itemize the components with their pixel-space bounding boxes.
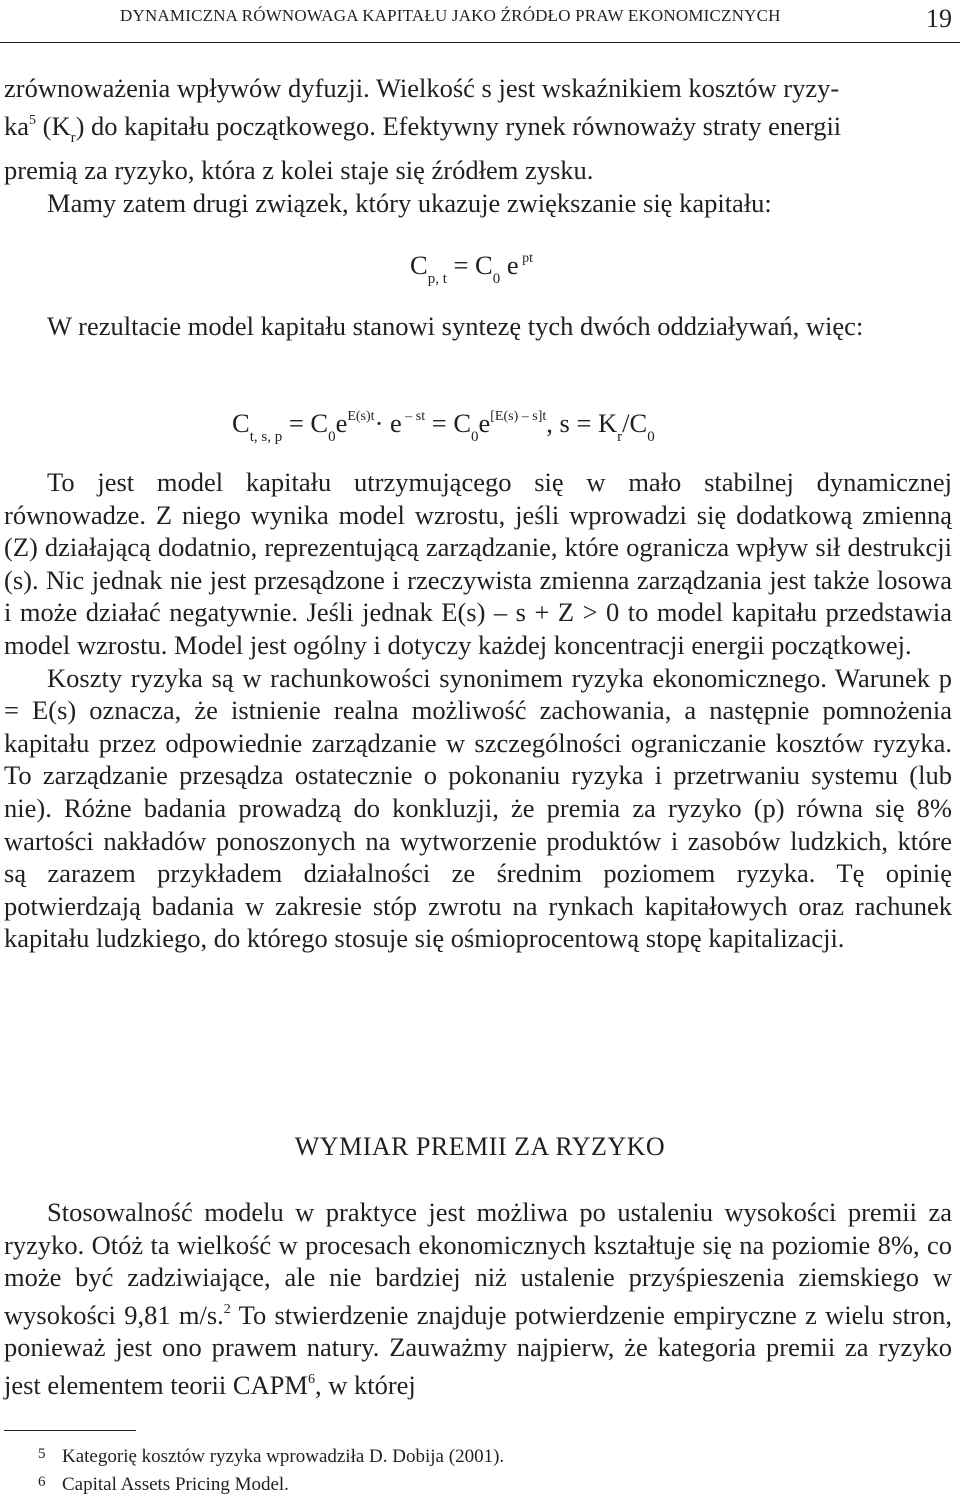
- f2-sub3: 0: [471, 429, 479, 445]
- running-title: DYNAMICZNA RÓWNOWAGA KAPITAŁU JAKO ŹRÓDŁO PRAW EKONOMICZNYCH: [120, 6, 781, 25]
- footnote-mark: 6: [38, 1474, 46, 1490]
- footnote-ref-2: 2: [223, 1301, 231, 1317]
- f2-sub4: r: [617, 429, 623, 445]
- para1-line2-a: ka: [4, 110, 30, 141]
- f2-sup3: [E(s) – s]t: [490, 409, 547, 424]
- paragraph-1: [4, 72, 952, 219]
- footnote-text: Capital Assets Pricing Model.: [62, 1474, 289, 1495]
- para1-line2-c: ) do kapitału początkowego. Efektywny rynek równoważy straty energii: [75, 110, 842, 141]
- f2-dot: · e: [374, 408, 402, 438]
- header-rule: [0, 42, 960, 43]
- paragraph-6-wrap: [4, 1196, 952, 1402]
- f2-c: C: [232, 408, 250, 438]
- f1-sup: pt: [518, 251, 534, 266]
- footnote-mark: 5: [38, 1446, 46, 1462]
- para1-line2-b: (K: [36, 110, 71, 141]
- f2-slash: /C: [622, 408, 648, 438]
- f1-c: C: [410, 250, 428, 280]
- subscript-r: r: [70, 129, 76, 146]
- paragraph-6: [4, 1196, 952, 1402]
- footnote-ref-5: 5: [29, 112, 37, 128]
- formula-capital-growth: [410, 250, 533, 288]
- f2-e1: e: [335, 408, 348, 438]
- para1-line1: zrównoważenia wpływów dyfuzji. Wielkość s jest wskaźnikiem kosztów ryzy-: [4, 73, 840, 103]
- f2-sub5: 0: [647, 429, 655, 445]
- f1-eq: = C: [446, 250, 493, 280]
- f1-sub0: 0: [492, 271, 501, 287]
- f2-eq2: = C: [425, 408, 471, 438]
- page-header: [0, 0, 960, 44]
- formula-capital-model: [232, 408, 655, 446]
- body-block: [4, 466, 952, 955]
- footnote-ref-6: 6: [307, 1371, 315, 1387]
- footnote-6: [38, 1470, 289, 1497]
- paragraph-3-wrap: [4, 310, 952, 343]
- f1-sub: p, t: [427, 271, 447, 287]
- f1-e: e: [500, 250, 519, 280]
- para6-b: To stwierdzenie znajduje potwierdzenie empiryczne z wielu stron, ponieważ jest ono prawem natury. Zauważmy najpierw, że kategoria premii za ryzyko jest elementem teorii CAPM: [4, 1299, 952, 1400]
- f2-sub2: 0: [328, 429, 336, 445]
- section-heading: WYMIAR PREMII ZA RYZYKO: [294, 1132, 666, 1161]
- para6-a: Stosowalność modelu w praktyce jest możliwa po ustaleniu wysokości premii za ryzyko. Otóż ta wielkość w procesach ekonomicznych kształtuje się na poziomie 8%, co może być zadziwiające, ale nie bardziej niż ustalenie przyśpieszenia ziemskiego w wysokości 9,81 m/s.: [4, 1197, 952, 1330]
- f2-sup1: E(s)t: [347, 409, 375, 424]
- paragraph-4: To jest model kapitału utrzymującego się w mało stabilnej dynamicznej równowadze. Z niego wynika model wzrostu, jeśli wprowadzi się dodatkową zmienną (Z) działającą dodatnio, reprezentującą zarządzanie, które ogranicza wpływ sił destrukcji (s). Nic jednak nie jest przesądzone i rzeczywista zmienna zarządzania jest także losowa i może działać negatywnie. Jeśli jednak E(s) – s + Z > 0 to model kapitału przedstawia model wzrostu. Model jest ogólny i dotyczy każdej koncentracji energii początkowej.: [4, 467, 952, 660]
- f2-e2: e: [478, 408, 491, 438]
- f2-tail: , s = K: [546, 408, 618, 438]
- f2-sup2: – st: [401, 409, 426, 424]
- f2-eq1: = C: [282, 408, 329, 438]
- para6-c: , w której: [314, 1369, 416, 1400]
- footnote-text: Kategorię kosztów ryzyka wprowadziła D. Dobija (2001).: [62, 1446, 505, 1467]
- footnote-rule: [4, 1430, 136, 1431]
- page-number: 19: [926, 4, 952, 33]
- footnote-5: [38, 1442, 504, 1469]
- paragraph-2: Mamy zatem drugi związek, który ukazuje zwiększanie się kapitału:: [47, 187, 772, 218]
- f2-sub1: t, s, p: [249, 429, 283, 445]
- paragraph-5: Koszty ryzyka są w rachunkowości synonimem ryzyka ekonomicznego. Warunek p = E(s) oznacza, że istnienie realna możliwość zachowania, a następnie pomnożenia kapitału przez odpowiednie zarządzanie w szczególności ograniczanie kosztów ryzyka. To zarządzanie przesądza ostatecznie o pokonaniu ryzyka i przetrwaniu systemu (lub nie). Różne badania prowadzą do konkluzji, że premia za ryzyko (p) równa się 8% wartości nakładów ponoszonych na wytworzenie produktów i zasobów ludzkich, które są zarazem przykładem działalności ze średnim poziomem ryzyka. Tę opinię potwierdzają badania w zakresie stóp zwrotu na rynkach kapitałowych oraz rachunek kapitału ludzkiego, do którego stosuje się ośmioprocentową stopę kapitalizacji.: [4, 662, 952, 954]
- para1-line3: premią za ryzyko, która z kolei staje się źródłem zysku.: [4, 155, 594, 186]
- paragraph-3: W rezultacie model kapitału stanowi syntezę tych dwóch oddziaływań, więc:: [47, 311, 864, 341]
